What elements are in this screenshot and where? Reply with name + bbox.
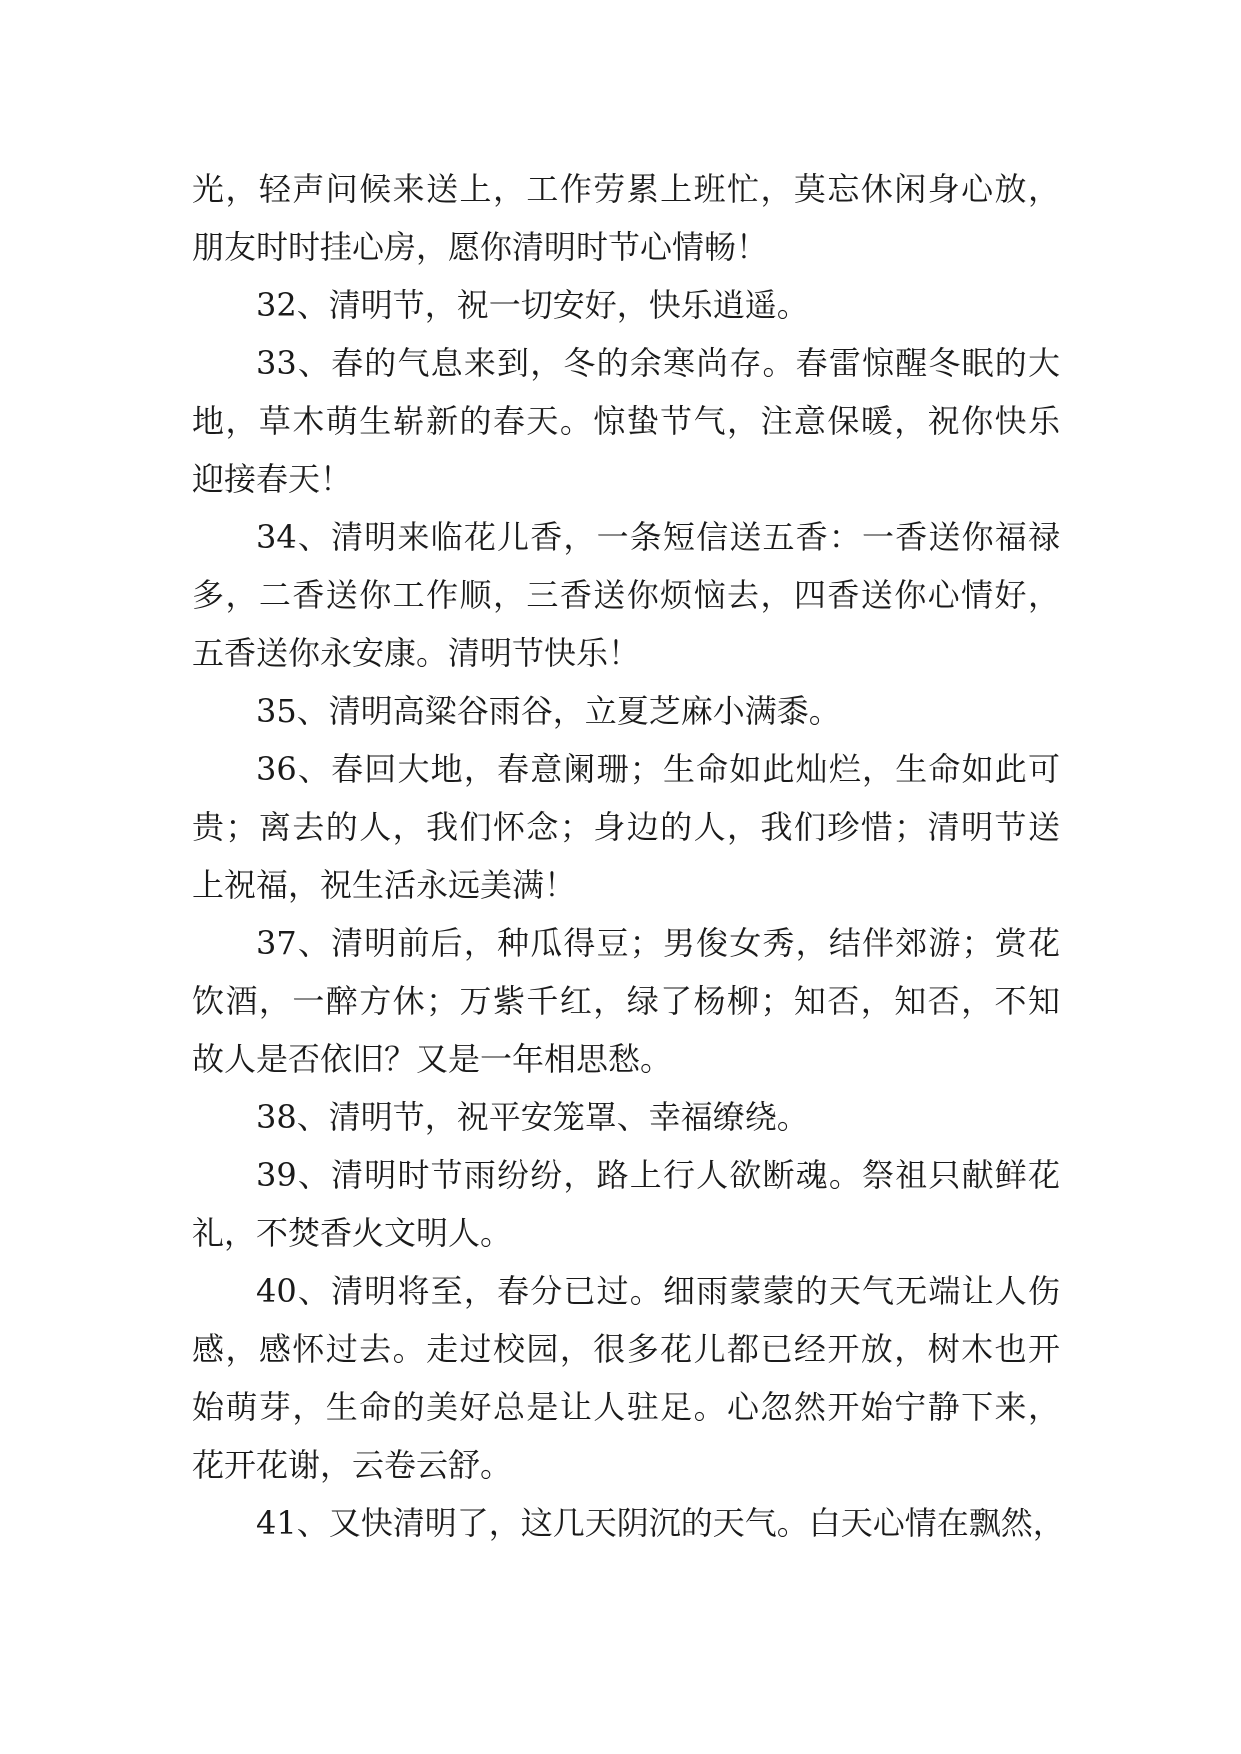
text-line: 贵；离去的人，我们怀念；身边的人，我们珍惜；清明节送 — [192, 808, 1060, 846]
text-line: 38、清明节，祝平安笼罩、幸福缭绕。 — [256, 1098, 809, 1136]
text-line: 33、春的气息来到，冬的余寒尚存。春雷惊醒冬眠的大 — [256, 344, 1060, 382]
text-line: 多，二香送你工作顺，三香送你烦恼去，四香送你心情好， — [192, 576, 1060, 614]
document-page — [192, 160, 1065, 1552]
text-line: 39、清明时节雨纷纷，路上行人欲断魂。祭祖只献鲜花 — [256, 1156, 1060, 1194]
text-line: 40、清明将至，春分已过。细雨蒙蒙的天气无端让人伤 — [256, 1272, 1060, 1310]
text-line: 36、春回大地，春意阑珊；生命如此灿烂，生命如此可 — [256, 750, 1060, 788]
text-line: 地，草木萌生崭新的春天。惊蛰节气，注意保暖，祝你快乐 — [192, 402, 1060, 440]
text-line: 上祝福，祝生活永远美满！ — [192, 866, 577, 904]
text-line: 37、清明前后，种瓜得豆；男俊女秀，结伴郊游；赏花 — [256, 924, 1060, 962]
text-line: 35、清明高粱谷雨谷，立夏芝麻小满黍。 — [256, 692, 841, 730]
text-line: 迎接春天！ — [192, 460, 353, 498]
text-line: 礼，不焚香火文明人。 — [192, 1214, 513, 1252]
text-line: 始萌芽，生命的美好总是让人驻足。心忽然开始宁静下来， — [192, 1388, 1060, 1426]
text-line: 五香送你永安康。清明节快乐！ — [192, 634, 641, 672]
text-line: 朋友时时挂心房，愿你清明时节心情畅！ — [192, 228, 769, 266]
text-line: 34、清明来临花儿香，一条短信送五香：一香送你福禄 — [256, 518, 1060, 556]
text-line: 41、又快清明了，这几天阴沉的天气。白天心情在飘然， — [256, 1504, 1065, 1542]
text-line: 故人是否依旧？又是一年相思愁。 — [192, 1040, 673, 1078]
text-line: 光，轻声问候来送上，工作劳累上班忙，莫忘休闲身心放， — [192, 170, 1060, 208]
text-line: 感，感怀过去。走过校园，很多花儿都已经开放，树木也开 — [192, 1330, 1060, 1368]
text-line: 花开花谢，云卷云舒。 — [192, 1446, 513, 1484]
text-line: 32、清明节，祝一切安好，快乐逍遥。 — [256, 286, 809, 324]
text-line: 饮酒，一醉方休；万紫千红，绿了杨柳；知否，知否，不知 — [192, 982, 1060, 1020]
